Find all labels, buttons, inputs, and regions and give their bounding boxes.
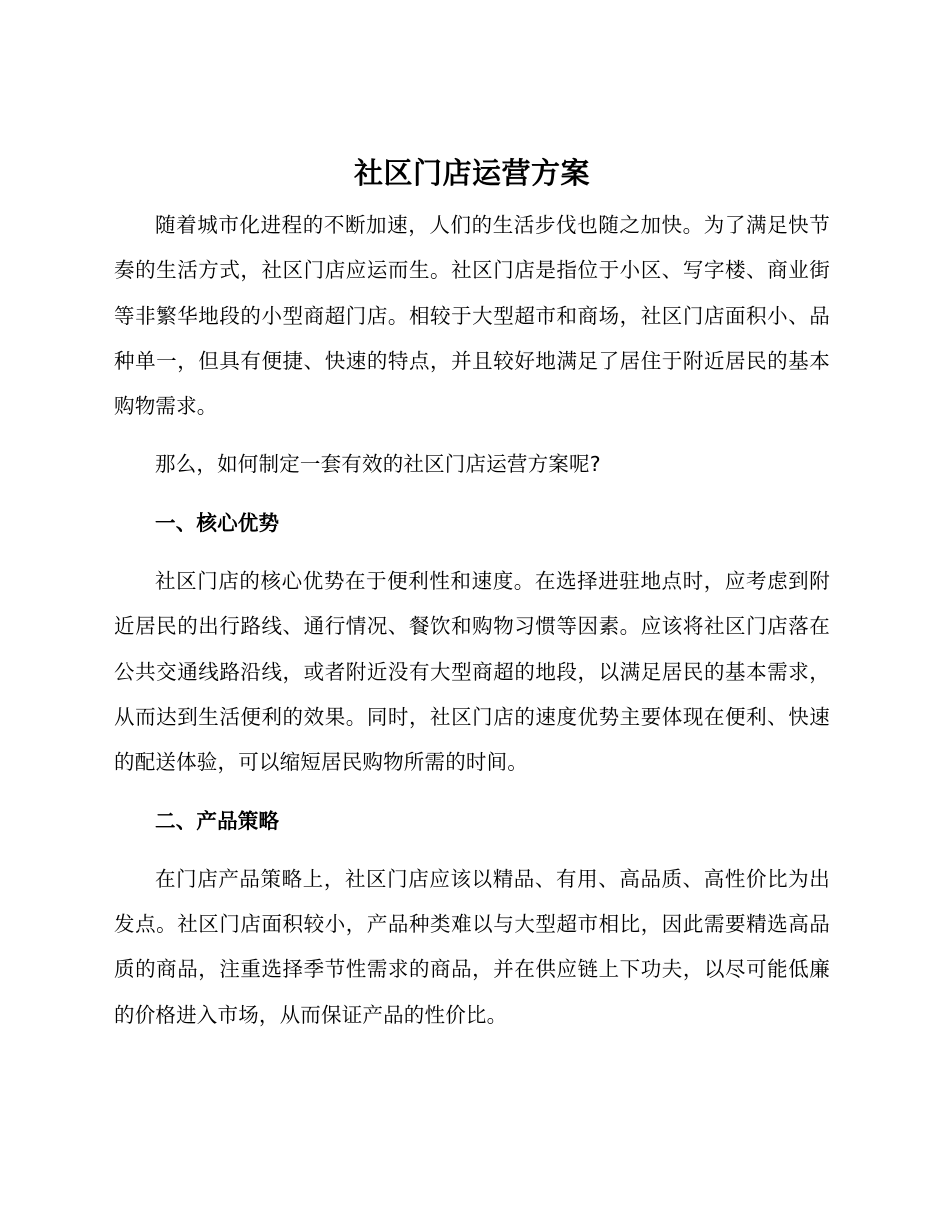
intro-paragraph-1: 随着城市化进程的不断加速，人们的生活步伐也随之加快。为了满足快节奏的生活方式，社区门店应运而生。社区门店是指位于小区、写字楼、商业街等非繁华地段的小型商超门店。相较于大型超市和商场，社区门店面积小、品种单一，但具有便捷、快速的特点，并且较好地满足了居住于附近居民的基本购物需求。 [114, 213, 830, 419]
section-heading-core-advantage: 一、核心优势 [155, 510, 280, 535]
intro-paragraph-2: 那么，如何制定一套有效的社区门店运营方案呢? [155, 452, 601, 477]
section-paragraph-product-strategy: 在门店产品策略上，社区门店应该以精品、有用、高品质、高性价比为出发点。社区门店面积较小，产品种类难以与大型超市相比，因此需要精选高品质的商品，注重选择季节性需求的商品，并在供应链上下功夫，以尽可能低廉的价格进入市场，从而保证产品的性价比。 [114, 866, 830, 1027]
section-heading-product-strategy: 二、产品策略 [155, 808, 280, 833]
document-page [114, 148, 830, 1038]
document-title: 社区门店运营方案 [353, 156, 590, 190]
section-paragraph-core-advantage: 社区门店的核心优势在于便利性和速度。在选择进驻地点时，应考虑到附近居民的出行路线、通行情况、餐饮和购物习惯等因素。应该将社区门店落在公共交通线路沿线，或者附近没有大型商超的地段，以满足居民的基本需求，从而达到生活便利的效果。同时，社区门店的速度优势主要体现在便利、快速的配送体验，可以缩短居民购物所需的时间。 [114, 569, 830, 775]
